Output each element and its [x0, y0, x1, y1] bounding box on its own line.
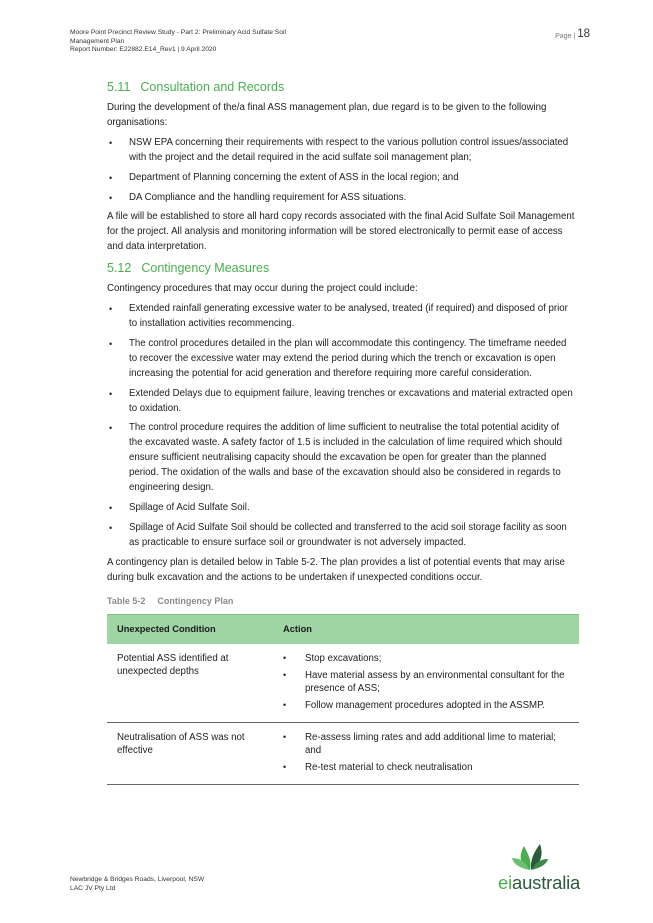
logo-text-australia: australia	[512, 872, 581, 893]
list-item: • Spillage of Acid Sulfate Soil.	[107, 501, 575, 516]
document-body	[107, 79, 575, 785]
table-row	[107, 723, 579, 785]
condition-cell: Neutralisation of ASS was not effective	[107, 723, 273, 785]
paragraph: A file will be established to store all hard copy records associated with the final Acid Sulfate Soil Management for the project. All analysis and monitoring information will be stored electronically to permit ease of access and data interpretation.	[107, 211, 575, 253]
page-footer	[70, 876, 204, 893]
section-title: Contingency Measures	[141, 261, 270, 276]
bullet-list	[107, 136, 575, 206]
logo-text-ei: ei	[498, 872, 512, 893]
footer-line: LAC JV Pty Ltd	[70, 884, 116, 892]
bullet-list	[107, 302, 575, 551]
section-number: 5.12	[107, 261, 132, 276]
action-item: • Stop excavations;	[283, 652, 573, 665]
action-item: • Re-assess liming rates and add additional lime to material; and	[283, 731, 573, 757]
section-title: Consultation and Records	[140, 80, 285, 94]
paragraph: A contingency plan is detailed below in Table 5-2. The plan provides a list of potential events that may arise during bulk excavation and the actions to be undertaken if unexpected conditions occur.	[107, 556, 565, 583]
footer-line: Newbridge & Bridges Roads, Liverpool, NSW	[70, 876, 205, 883]
header-line: Moore Point Precinct Review Study - Part 2: Preliminary Acid Sulfate Soil	[70, 29, 286, 36]
table-number: Table 5-2	[107, 596, 146, 607]
page-number: 18	[577, 28, 590, 40]
logo-wordmark	[498, 872, 580, 894]
list-item: • Extended rainfall generating excessive water to be analysed, treated (if required) and disposed of prior to installation activities recommencing.	[107, 302, 575, 332]
action-item: • Re-test material to check neutralisation	[283, 761, 573, 774]
company-logo	[498, 842, 594, 894]
action-cell	[273, 644, 579, 723]
column-header: Unexpected Condition	[107, 615, 273, 645]
list-item: • Spillage of Acid Sulfate Soil should be collected and transferred to the acid soil storage facility as soon as practicable to ensure surface soil or groundwater is not adversely impacted.	[107, 521, 575, 551]
list-item: • Extended Delays due to equipment failure, leaving trenches or excavations and material extracted open to oxidation.	[107, 387, 575, 417]
contingency-table	[107, 614, 579, 785]
list-item: • The control procedures detailed in the plan will accommodate this contingency. The timeframe needed to recover the excessive water may extend the period during which the trench or excavation is open increasing the potential for acid generation and therefore requiring more careful consideration.	[107, 337, 575, 382]
section-heading-5-12	[107, 260, 575, 276]
paragraph: Contingency procedures that may occur during the project could include:	[107, 283, 418, 295]
header-text	[70, 29, 330, 55]
page-indicator	[555, 29, 590, 41]
action-cell	[273, 723, 579, 785]
action-item: • Have material assess by an environmental consultant for the presence of ASS;	[283, 669, 573, 695]
condition-cell: Potential ASS identified at unexpected depths	[107, 644, 273, 723]
list-item: • Department of Planning concerning the extent of ASS in the local region; and	[107, 171, 575, 186]
action-list	[283, 731, 573, 774]
page-header	[70, 29, 590, 55]
table-caption	[107, 594, 575, 609]
section-heading-5-11	[107, 79, 575, 95]
action-list	[283, 652, 573, 712]
action-item: • Follow management procedures adopted in the ASSMP.	[283, 699, 573, 712]
header-line: Report Number: E22882.E14_Rev1 | 9 April 2020	[70, 46, 217, 54]
list-item: • NSW EPA concerning their requirements with respect to the various pollution control issues/associated with the project and the detail required in the acid sulfate soil management plan;	[107, 136, 575, 166]
table-header-row	[107, 615, 579, 645]
leaf-icon	[510, 842, 550, 872]
page-label: Page |	[555, 33, 576, 40]
list-item: • The control procedure requires the addition of lime sufficient to neutralise the total potential acidity of the excavated waste. A safety factor of 1.5 is included in the calculation of lime required which should ensure sufficient neutralising capacity should the excavation be open for greater than the planned period. The oxidation of the walls and base of the excavation should also be considered in regards to engineering design.	[107, 421, 575, 496]
table-title: Contingency Plan	[157, 596, 234, 607]
column-header: Action	[273, 615, 579, 645]
section-number: 5.11	[107, 80, 131, 94]
table-row	[107, 644, 579, 723]
paragraph: During the development of the/a final ASS management plan, due regard is to be given to the following organisations:	[107, 102, 547, 128]
header-line: Management Plan	[70, 37, 125, 45]
list-item: • DA Compliance and the handling requirement for ASS situations.	[107, 191, 575, 206]
